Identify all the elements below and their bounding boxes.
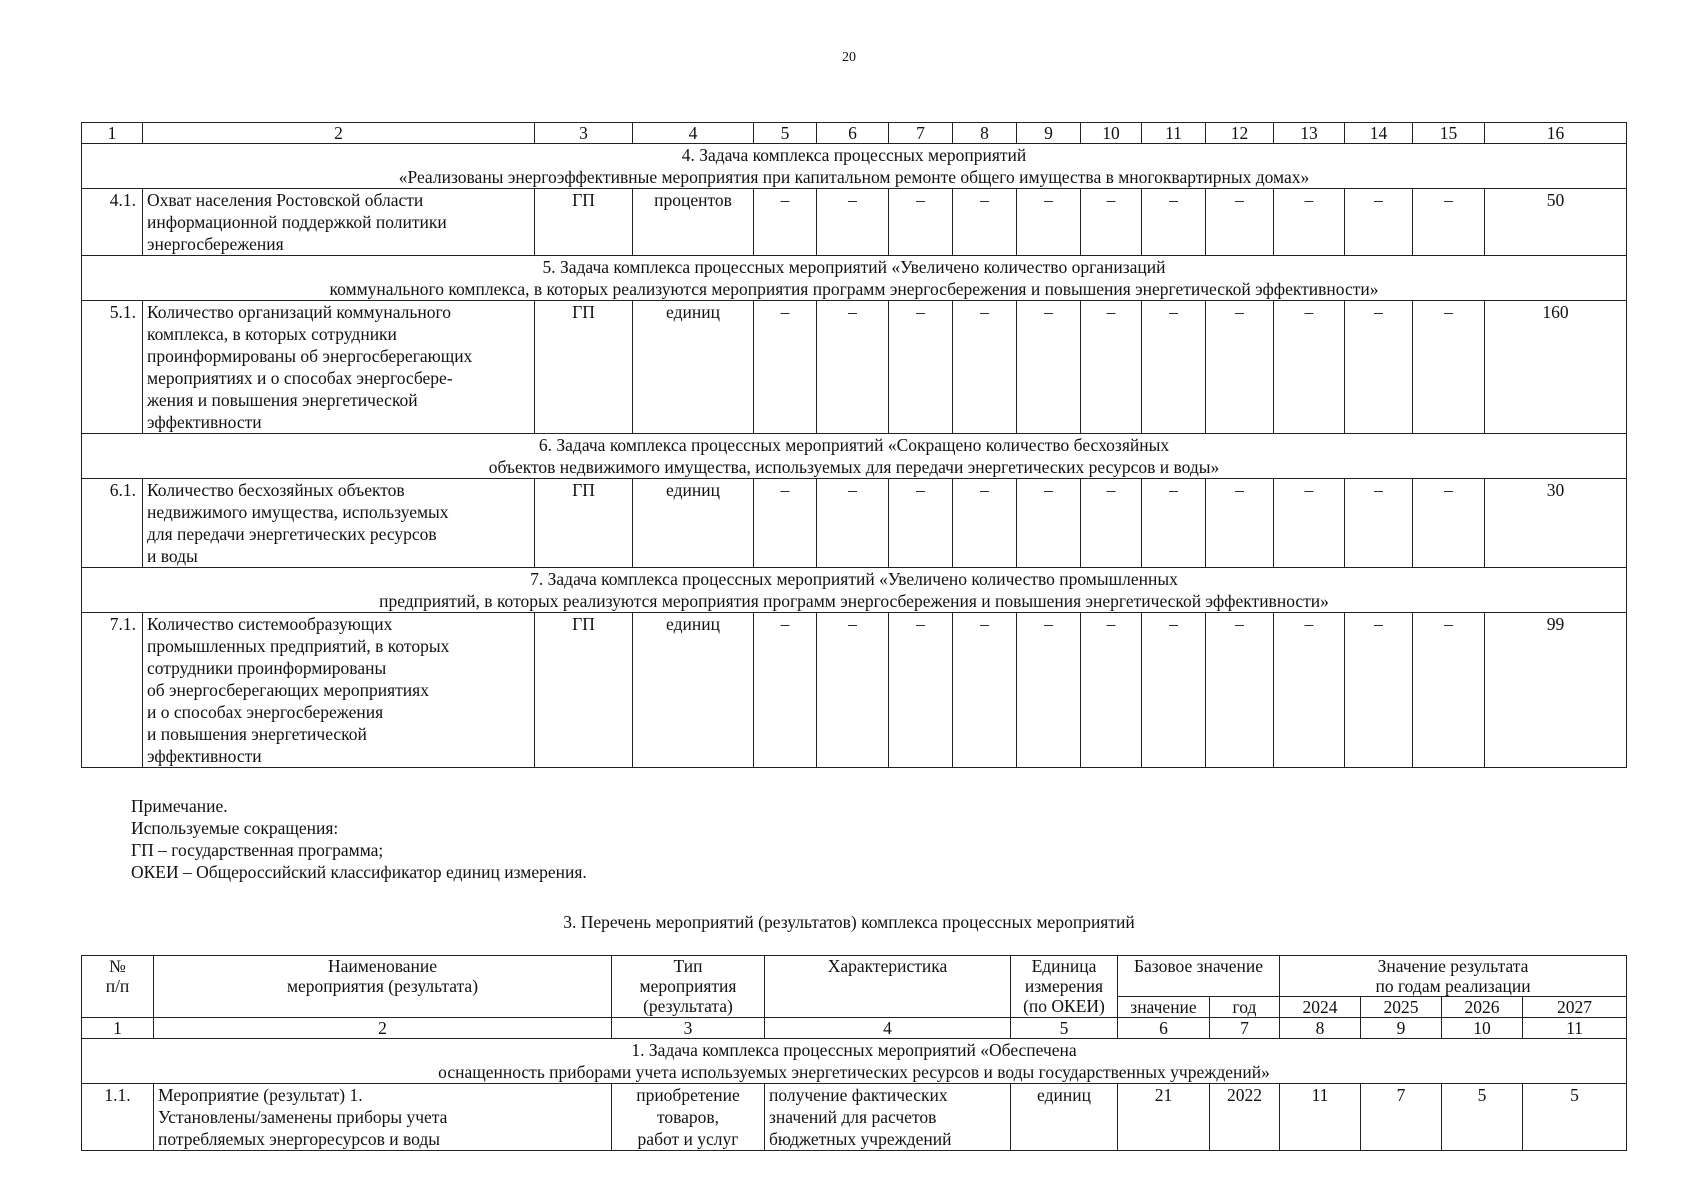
- value-cell: –: [1206, 479, 1274, 568]
- type-line: товаров,: [656, 1107, 720, 1127]
- value-cell: –: [1413, 189, 1485, 256]
- base-year: 2022: [1210, 1084, 1280, 1151]
- value-cell: –: [754, 613, 817, 768]
- char-line: получение фактических: [769, 1085, 948, 1105]
- col-num-15: 15: [1413, 123, 1485, 144]
- header-line: мероприятия (результата): [286, 976, 479, 996]
- activity-type: [612, 1084, 765, 1151]
- value-cell: –: [1274, 479, 1345, 568]
- indicator-name: [143, 613, 535, 768]
- col-base-value-header: значение: [1118, 997, 1210, 1018]
- name-line: энергосбережения: [147, 234, 284, 254]
- name-line: и повышения энергетической: [147, 724, 367, 744]
- note-line: ГП – государственная программа;: [131, 840, 384, 860]
- note-line: ОКЕИ – Общероссийский классификатор единиц измерения.: [131, 862, 587, 882]
- col-num: 3: [612, 1018, 765, 1039]
- note-line: Примечание.: [131, 796, 228, 816]
- value-cell: –: [953, 301, 1017, 434]
- value-cell: –: [1345, 301, 1413, 434]
- name-line: потребляемых энергоресурсов и воды: [158, 1129, 441, 1149]
- indicator-name: [143, 479, 535, 568]
- table-row: [82, 189, 1627, 256]
- indicator-level: ГП: [535, 189, 633, 256]
- col-num-10: 10: [1081, 123, 1142, 144]
- col-num: 6: [1118, 1018, 1210, 1039]
- name-line: жения и повышения энергетической: [147, 390, 418, 410]
- header-line: №: [109, 956, 126, 976]
- section-title: [82, 1039, 1627, 1084]
- row-number: 4.1.: [82, 189, 143, 256]
- value-2026: 5: [1442, 1084, 1523, 1151]
- value-cell: –: [1017, 189, 1081, 256]
- header-line: Единица: [1031, 956, 1097, 976]
- section-title-line: 6. Задача комплекса процессных мероприятий «Сокращено количество бесхозяйных: [538, 435, 1170, 455]
- col-base-header: Базовое значение: [1118, 956, 1280, 997]
- section-title-line: 4. Задача комплекса процессных мероприятий: [681, 145, 1027, 165]
- section-title-line: предприятий, в которых реализуются мероприятия программ энергосбережения и повышения энергетической эффективности»: [379, 591, 1329, 611]
- section-title-row: [82, 256, 1627, 301]
- header-line: измерения: [1024, 976, 1104, 996]
- col-num: 2: [154, 1018, 612, 1039]
- name-line: эффективности: [147, 746, 262, 766]
- section-title-line: 1. Задача комплекса процессных мероприятий «Обеспечена: [631, 1040, 1077, 1060]
- value-cell: –: [953, 189, 1017, 256]
- col-num-6: 6: [817, 123, 889, 144]
- section-3-title: 3. Перечень мероприятий (результатов) комплекса процессных мероприятий: [563, 912, 1135, 932]
- table-row: [82, 301, 1627, 434]
- name-line: эффективности: [147, 412, 262, 432]
- column-number-row: [82, 123, 1627, 144]
- value-cell: –: [817, 301, 889, 434]
- base-value: 21: [1118, 1084, 1210, 1151]
- header-line: (результата): [643, 996, 733, 1016]
- value-2024: 11: [1280, 1084, 1361, 1151]
- indicator-level: ГП: [535, 301, 633, 434]
- value-cell: –: [1142, 479, 1206, 568]
- col-num-14: 14: [1345, 123, 1413, 144]
- name-line: Охват населения Ростовской области: [147, 190, 424, 210]
- section-title: [82, 256, 1627, 301]
- table-row: [82, 1084, 1627, 1151]
- indicator-unit: единиц: [633, 613, 754, 768]
- value-cell: –: [889, 479, 953, 568]
- final-value: 99: [1485, 613, 1627, 768]
- final-value: 50: [1485, 189, 1627, 256]
- header-line: (по ОКЕИ): [1023, 996, 1105, 1016]
- final-value: 160: [1485, 301, 1627, 434]
- section-title-row: [82, 434, 1627, 479]
- col-num: 1: [82, 1018, 154, 1039]
- activity-name: [154, 1084, 612, 1151]
- value-cell: –: [1206, 301, 1274, 434]
- value-cell: –: [1345, 479, 1413, 568]
- name-line: сотрудники проинформированы: [147, 658, 387, 678]
- value-2025: 7: [1361, 1084, 1442, 1151]
- name-line: Установлены/заменены приборы учета: [158, 1107, 448, 1127]
- table-row: [82, 613, 1627, 768]
- value-cell: –: [817, 613, 889, 768]
- value-cell: –: [1017, 479, 1081, 568]
- value-cell: –: [1274, 189, 1345, 256]
- value-cell: –: [1081, 189, 1142, 256]
- name-line: и воды: [147, 546, 198, 566]
- indicator-unit: единиц: [633, 301, 754, 434]
- row-number: 5.1.: [82, 301, 143, 434]
- value-cell: –: [953, 613, 1017, 768]
- year-header: 2026: [1442, 997, 1523, 1018]
- value-cell: –: [1413, 479, 1485, 568]
- value-2027: 5: [1523, 1084, 1627, 1151]
- col-result-header: [1280, 956, 1627, 997]
- col-num-11: 11: [1142, 123, 1206, 144]
- col-name-header: [154, 956, 612, 1018]
- note-line: Используемые сокращения:: [131, 818, 339, 838]
- col-num: 10: [1442, 1018, 1523, 1039]
- section-title-line: 5. Задача комплекса процессных мероприятий «Увеличено количество организаций: [542, 257, 1166, 277]
- value-cell: –: [889, 189, 953, 256]
- section-title-line: объектов недвижимого имущества, используемых для передачи энергетических ресурсов и воды»: [488, 457, 1220, 477]
- name-line: информационной поддержкой политики: [147, 212, 447, 232]
- indicator-level: ГП: [535, 613, 633, 768]
- col-num-7: 7: [889, 123, 953, 144]
- col-num-3: 3: [535, 123, 633, 144]
- name-line: мероприятиях и о способах энергосбере-: [147, 368, 453, 388]
- header-line: по годам реализации: [1375, 976, 1531, 996]
- section-title: [82, 568, 1627, 613]
- section-title-row: [82, 568, 1627, 613]
- col-num: 11: [1523, 1018, 1627, 1039]
- page-number: 20: [842, 50, 856, 65]
- value-cell: –: [1081, 613, 1142, 768]
- row-number: 6.1.: [82, 479, 143, 568]
- year-header: 2025: [1361, 997, 1442, 1018]
- name-line: для передачи энергетических ресурсов: [147, 524, 437, 544]
- value-cell: –: [754, 189, 817, 256]
- value-cell: –: [817, 189, 889, 256]
- indicator-level: ГП: [535, 479, 633, 568]
- section-title: [82, 434, 1627, 479]
- name-line: комплекса, в которых сотрудники: [147, 324, 397, 344]
- activity-unit: единиц: [1011, 1084, 1118, 1151]
- name-line: Количество организаций коммунального: [147, 302, 451, 322]
- value-cell: –: [1206, 189, 1274, 256]
- col-base-year-header: год: [1210, 997, 1280, 1018]
- value-cell: –: [754, 301, 817, 434]
- value-cell: –: [889, 301, 953, 434]
- col-num-12: 12: [1206, 123, 1274, 144]
- col-char-header: Характеристика: [765, 956, 1011, 1018]
- header-line: Тип: [673, 956, 703, 976]
- final-value: 30: [1485, 479, 1627, 568]
- header-row: [82, 956, 1627, 997]
- indicator-unit: процентов: [633, 189, 754, 256]
- name-line: об энергосберегающих мероприятиях: [147, 680, 429, 700]
- year-header: 2024: [1280, 997, 1361, 1018]
- section-title: [82, 144, 1627, 189]
- value-cell: –: [1413, 613, 1485, 768]
- col-num-16: 16: [1485, 123, 1627, 144]
- name-line: Количество системообразующих: [147, 614, 393, 634]
- year-header: 2027: [1523, 997, 1627, 1018]
- section-title-line: «Реализованы энергоэффективные мероприятия при капитальном ремонте общего имущества в многоквартирных домах»: [398, 167, 1310, 187]
- name-line: Количество бесхозяйных объектов: [147, 480, 405, 500]
- value-cell: –: [1081, 301, 1142, 434]
- value-cell: –: [1142, 189, 1206, 256]
- header-line: мероприятия: [639, 976, 737, 996]
- table-row: [82, 479, 1627, 568]
- name-line: Мероприятие (результат) 1.: [158, 1085, 363, 1105]
- header-line: Наименование: [327, 956, 438, 976]
- char-line: бюджетных учреждений: [769, 1129, 952, 1149]
- name-line: промышленных предприятий, в которых: [147, 636, 450, 656]
- col-no-header: [82, 956, 154, 1018]
- col-unit-header: [1011, 956, 1118, 1018]
- section-title-row: [82, 1039, 1627, 1084]
- value-cell: –: [817, 479, 889, 568]
- name-line: недвижимого имущества, используемых: [147, 502, 449, 522]
- section-title-line: коммунального комплекса, в которых реализуются мероприятия программ энергосбережения и повышения энергетической эффективности»: [329, 279, 1379, 299]
- value-cell: –: [1345, 189, 1413, 256]
- indicator-unit: единиц: [633, 479, 754, 568]
- value-cell: –: [1274, 613, 1345, 768]
- row-number: 7.1.: [82, 613, 143, 768]
- value-cell: –: [889, 613, 953, 768]
- col-num-4: 4: [633, 123, 754, 144]
- header-line: п/п: [105, 976, 130, 996]
- col-num: 7: [1210, 1018, 1280, 1039]
- col-type-header: [612, 956, 765, 1018]
- value-cell: –: [1274, 301, 1345, 434]
- col-num-5: 5: [754, 123, 817, 144]
- value-cell: –: [1413, 301, 1485, 434]
- indicator-name: [143, 189, 535, 256]
- activity-characteristic: [765, 1084, 1011, 1151]
- type-line: работ и услуг: [637, 1129, 739, 1149]
- name-line: и о способах энергосбережения: [147, 702, 384, 722]
- col-num: 8: [1280, 1018, 1361, 1039]
- section-title-line: 7. Задача комплекса процессных мероприятий «Увеличено количество промышленных: [530, 569, 1178, 589]
- name-line: проинформированы об энергосберегающих: [147, 346, 473, 366]
- col-num: 9: [1361, 1018, 1442, 1039]
- section-title-line: оснащенность приборами учета используемых энергетических ресурсов и воды государственных учреждений»: [438, 1062, 1270, 1082]
- col-num-13: 13: [1274, 123, 1345, 144]
- header-line: Значение результата: [1377, 956, 1529, 976]
- col-num: 5: [1011, 1018, 1118, 1039]
- value-cell: –: [1345, 613, 1413, 768]
- value-cell: –: [1017, 613, 1081, 768]
- indicators-table: [81, 122, 1627, 768]
- value-cell: –: [1142, 301, 1206, 434]
- section-title-row: [82, 144, 1627, 189]
- col-num-8: 8: [953, 123, 1017, 144]
- activities-table: [81, 955, 1627, 1151]
- col-num-1: 1: [82, 123, 143, 144]
- type-line: приобретение: [636, 1085, 740, 1105]
- value-cell: –: [1206, 613, 1274, 768]
- value-cell: –: [1017, 301, 1081, 434]
- value-cell: –: [1081, 479, 1142, 568]
- value-cell: –: [953, 479, 1017, 568]
- row-number: 1.1.: [82, 1084, 154, 1151]
- col-num-2: 2: [143, 123, 535, 144]
- char-line: значений для расчетов: [769, 1107, 937, 1127]
- value-cell: –: [1142, 613, 1206, 768]
- notes: [131, 795, 587, 883]
- column-number-row: [82, 1018, 1627, 1039]
- value-cell: –: [754, 479, 817, 568]
- col-num-9: 9: [1017, 123, 1081, 144]
- indicator-name: [143, 301, 535, 434]
- col-num: 4: [765, 1018, 1011, 1039]
